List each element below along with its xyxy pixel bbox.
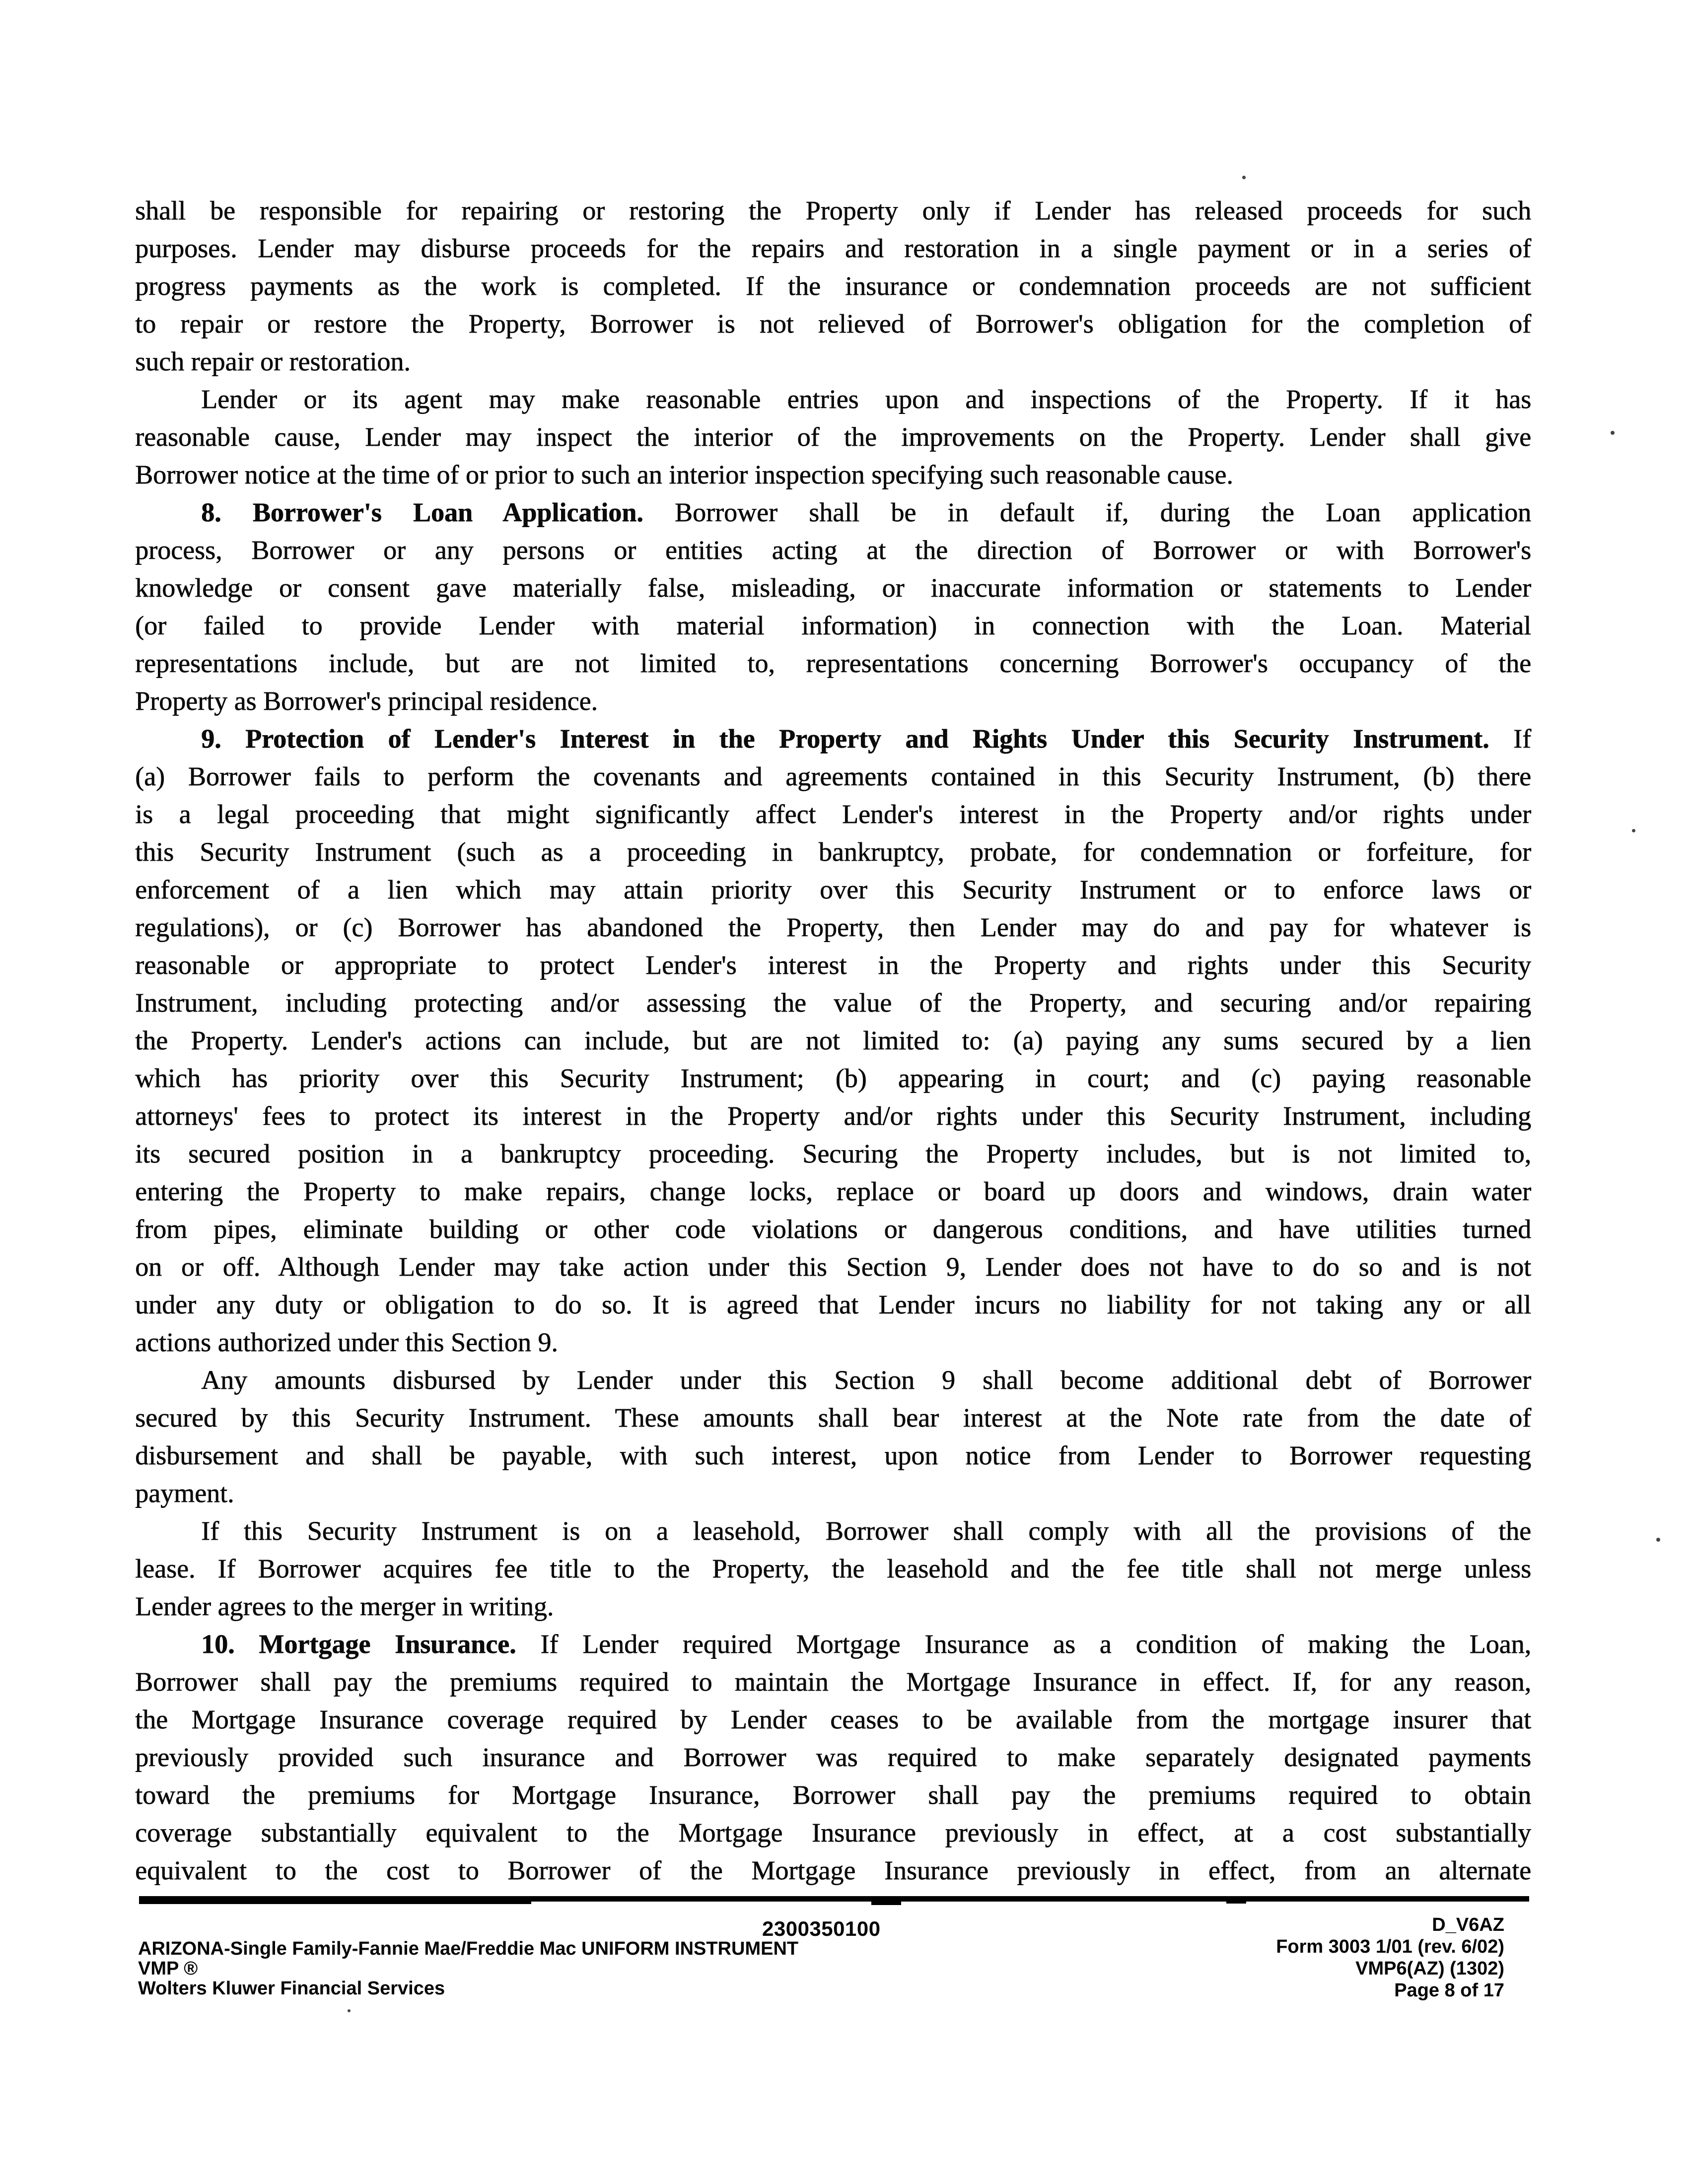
text-line <box>135 720 1531 757</box>
text-run: Lender or its agent may make reasonable entries upon and inspections of the Property. If it has <box>201 384 1531 414</box>
text-run: this Security Instrument (such as a proceeding in bankruptcy, probate, for condemnation or forfeiture, for <box>135 837 1531 867</box>
text-line <box>135 1738 1531 1776</box>
text-run: under any duty or obligation to do so. It is agreed that Lender incurs no liability for not taking any or all <box>135 1290 1531 1319</box>
text-run: previously provided such insurance and Borrower was required to make separately designated payments <box>135 1742 1531 1772</box>
text-line <box>135 1361 1531 1399</box>
text-line <box>135 1851 1531 1889</box>
text-line <box>135 1776 1531 1814</box>
text-run: lease. If Borrower acquires fee title to the Property, the leasehold and the fee title shall not merge unless <box>135 1554 1531 1583</box>
scan-speck <box>1656 1538 1660 1542</box>
text-line <box>135 305 1531 342</box>
text-run: disbursement and shall be payable, with such interest, upon notice from Lender to Borrower requesting <box>135 1440 1531 1470</box>
text-line <box>135 1399 1531 1436</box>
text-run: If <box>1489 724 1531 753</box>
footer-vmp-label: VMP ® <box>138 1958 198 1979</box>
footer-doc-code: D_V6AZ <box>1432 1914 1504 1935</box>
text-line <box>135 1248 1531 1286</box>
footer-divider-tick <box>1226 1901 1246 1904</box>
text-line <box>135 833 1531 871</box>
text-run: to repair or restore the Property, Borrower is not relieved of Borrower's obligation for the completion of <box>135 309 1531 339</box>
text-run: shall be responsible for repairing or restoring the Property only if Lender has released proceeds for such <box>135 196 1531 225</box>
text-line <box>135 569 1531 607</box>
footer-instrument-title: ARIZONA-Single Family-Fannie Mae/Freddie Mac UNIFORM INSTRUMENT <box>138 1938 799 1959</box>
text-run: (a) Borrower fails to perform the covenants and agreements contained in this Security Instrument, (b) there <box>135 761 1531 791</box>
text-run: purposes. Lender may disburse proceeds for the repairs and restoration in a single payment or in a series of <box>135 233 1531 263</box>
text-line <box>135 1097 1531 1135</box>
footer-publisher: Wolters Kluwer Financial Services <box>138 1978 445 1999</box>
text-run: equivalent to the cost to Borrower of the Mortgage Insurance previously in effect, from an alternate <box>135 1855 1531 1885</box>
text-line <box>135 1436 1531 1474</box>
scan-speck <box>1611 431 1615 435</box>
text-run: (or failed to provide Lender with material information) in connection with the Loan. Material <box>135 611 1531 640</box>
text-line <box>135 1135 1531 1172</box>
text-line <box>135 1625 1531 1663</box>
text-run: Any amounts disbursed by Lender under this Section 9 shall become additional debt of Borrower <box>201 1365 1531 1395</box>
text-line <box>135 229 1531 267</box>
section-heading: 10. Mortgage Insurance. <box>201 1629 516 1659</box>
text-line <box>135 946 1531 984</box>
text-run: attorneys' fees to protect its interest in the Property and/or rights under this Security Instrument, including <box>135 1101 1531 1131</box>
text-run: regulations), or (c) Borrower has abandoned the Property, then Lender may do and pay for whatever is <box>135 912 1531 942</box>
text-line <box>135 1512 1531 1550</box>
loan-number: 2300350100 <box>762 1917 881 1940</box>
text-line <box>135 267 1531 305</box>
text-run: Borrower shall pay the premiums required to maintain the Mortgage Insurance in effect. If, for any reason, <box>135 1667 1531 1697</box>
footer-divider-line-accent <box>139 1901 531 1904</box>
text-run: progress payments as the work is completed. If the insurance or condemnation proceeds are not sufficient <box>135 271 1531 301</box>
text-line <box>135 1286 1531 1323</box>
text-run: toward the premiums for Mortgage Insurance, Borrower shall pay the premiums required to obtain <box>135 1780 1531 1810</box>
text-run: the Property. Lender's actions can include, but are not limited to: (a) paying any sums secured by a lien <box>135 1025 1531 1055</box>
text-line <box>135 607 1531 644</box>
text-run: Instrument, including protecting and/or assessing the value of the Property, and securing and/or repairing <box>135 988 1531 1018</box>
text-line <box>135 795 1531 833</box>
text-run: reasonable cause, Lender may inspect the interior of the improvements on the Property. Lender shall give <box>135 422 1531 452</box>
text-run: reasonable or appropriate to protect Lender's interest in the Property and rights under this Security <box>135 950 1531 980</box>
text-run: Borrower shall be in default if, during the Loan application <box>643 497 1531 527</box>
text-line <box>135 1550 1531 1587</box>
text-line <box>135 1172 1531 1210</box>
text-run: secured by this Security Instrument. These amounts shall bear interest at the Note rate from the date of <box>135 1403 1531 1433</box>
text-run: is a legal proceeding that might significantly affect Lender's interest in the Property and/or rights under <box>135 799 1531 829</box>
text-line <box>135 757 1531 795</box>
footer-page-indicator: Page 8 of 17 <box>1394 1980 1504 2001</box>
text-line <box>135 1323 1531 1361</box>
footer-left-block <box>138 1939 798 1998</box>
text-line <box>135 1814 1531 1851</box>
scan-speck <box>1632 829 1635 832</box>
text-line <box>135 192 1531 229</box>
text-run: process, Borrower or any persons or entities acting at the direction of Borrower or with Borrower's <box>135 535 1531 565</box>
footer-vmp-form-code: VMP6(AZ) (1302) <box>1355 1958 1504 1979</box>
text-run: Property as Borrower's principal residence. <box>135 686 598 716</box>
text-line <box>135 531 1531 569</box>
text-line <box>135 1663 1531 1701</box>
text-run: entering the Property to make repairs, change locks, replace or board up doors and windows, drain water <box>135 1176 1531 1206</box>
text-run: Borrower notice at the time of or prior to such an interior inspection specifying such reasonable cause. <box>135 460 1233 489</box>
text-line <box>135 682 1531 720</box>
footer-right-block <box>1276 1914 1504 2001</box>
text-run: If this Security Instrument is on a leasehold, Borrower shall comply with all the provisions of the <box>201 1516 1531 1546</box>
text-line <box>135 644 1531 682</box>
document-body <box>135 192 1531 1889</box>
text-line <box>135 908 1531 946</box>
text-run: enforcement of a lien which may attain priority over this Security Instrument or to enforce laws or <box>135 875 1531 904</box>
text-line <box>135 1587 1531 1625</box>
text-line <box>135 871 1531 908</box>
text-run: representations include, but are not limited to, representations concerning Borrower's occupancy of the <box>135 648 1531 678</box>
text-line <box>135 456 1531 493</box>
text-run: its secured position in a bankruptcy proceeding. Securing the Property includes, but is not limited to, <box>135 1139 1531 1168</box>
text-run: the Mortgage Insurance coverage required by Lender ceases to be available from the mortgage insurer that <box>135 1705 1531 1734</box>
text-line <box>135 1474 1531 1512</box>
text-run: If Lender required Mortgage Insurance as a condition of making the Loan, <box>516 1629 1531 1659</box>
text-run: coverage substantially equivalent to the Mortgage Insurance previously in effect, at a cost substantially <box>135 1818 1531 1847</box>
text-run: actions authorized under this Section 9. <box>135 1327 558 1357</box>
section-heading: 8. Borrower's Loan Application. <box>201 497 643 527</box>
text-line <box>135 1059 1531 1097</box>
text-run: from pipes, eliminate building or other code violations or dangerous conditions, and have utilities turned <box>135 1214 1531 1244</box>
footer-divider-tick <box>871 1901 901 1905</box>
text-run: payment. <box>135 1478 234 1508</box>
text-run: Lender agrees to the merger in writing. <box>135 1591 554 1621</box>
scan-speck <box>1242 176 1246 179</box>
section-heading: 9. Protection of Lender's Interest in the Property and Rights Under this Security Instrument. <box>201 724 1489 753</box>
footer-form-number: Form 3003 1/01 (rev. 6/02) <box>1276 1936 1504 1957</box>
text-line <box>135 418 1531 456</box>
text-run: which has priority over this Security Instrument; (b) appearing in court; and (c) paying reasonable <box>135 1063 1531 1093</box>
text-line <box>135 984 1531 1022</box>
text-line <box>135 342 1531 380</box>
text-run: such repair or restoration. <box>135 346 411 376</box>
text-line <box>135 1022 1531 1059</box>
text-line <box>135 380 1531 418</box>
text-line <box>135 1701 1531 1738</box>
text-run: knowledge or consent gave materially false, misleading, or inaccurate information or statements to Lender <box>135 573 1531 603</box>
text-line <box>135 493 1531 531</box>
text-run: on or off. Although Lender may take action under this Section 9, Lender does not have to do so and is not <box>135 1252 1531 1282</box>
scan-speck <box>348 2009 351 2012</box>
text-line <box>135 1210 1531 1248</box>
